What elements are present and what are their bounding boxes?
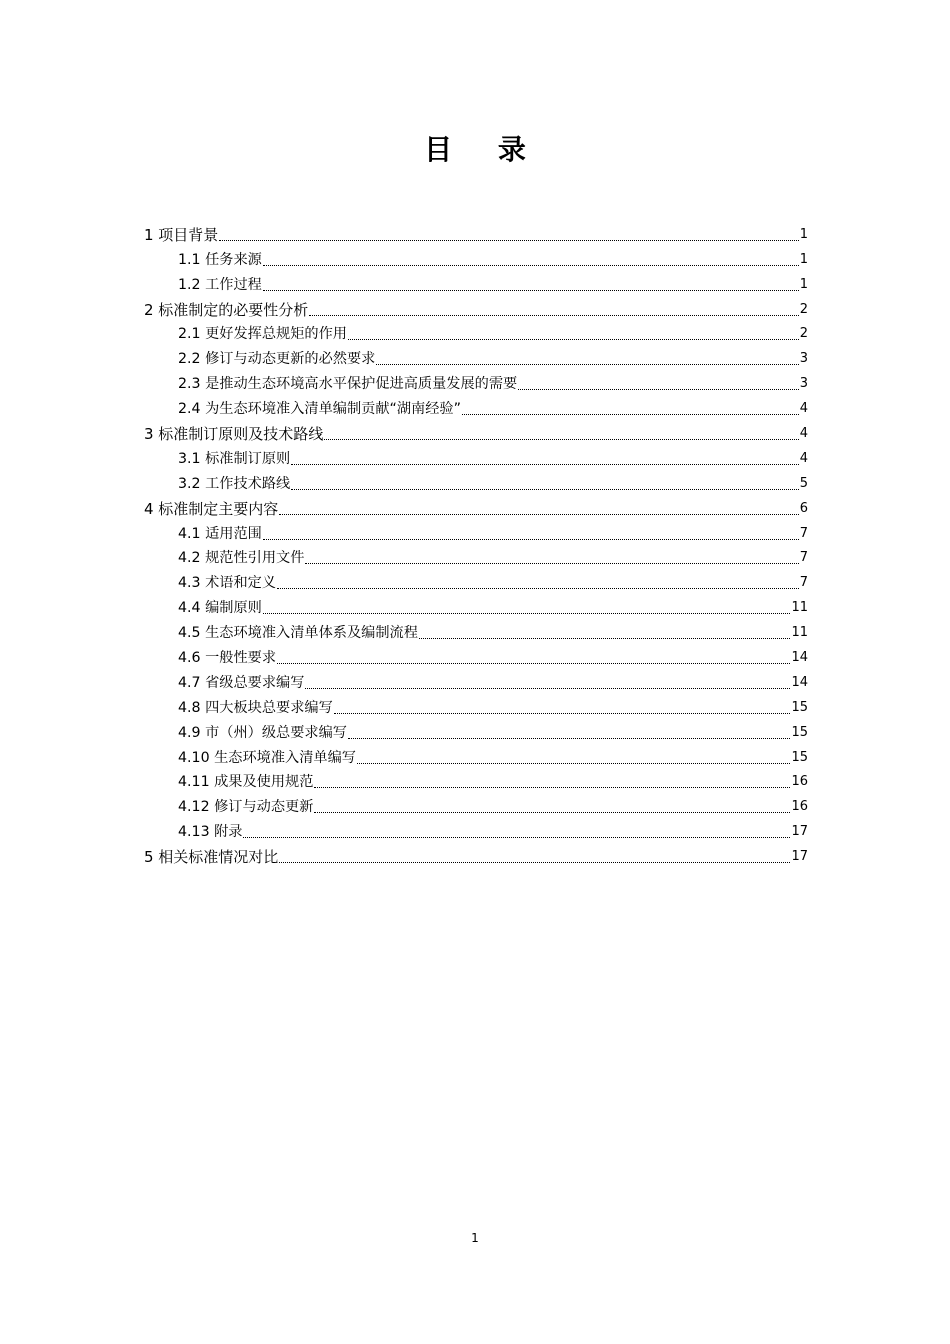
- toc-entry-chapter[interactable]: [144, 494, 808, 519]
- toc-dot-leader: [314, 812, 790, 813]
- toc-dot-leader: [462, 414, 799, 415]
- table-of-contents: [144, 220, 808, 867]
- toc-entry-label: 4.8 四大板块总要求编写: [178, 699, 333, 716]
- toc-entry-label: 2.3 是推动生态环境高水平保护促进高质量发展的需要: [178, 376, 518, 393]
- toc-entry-page-number: 7: [799, 525, 808, 541]
- toc-entry-label: 4.1 适用范围: [178, 525, 262, 542]
- toc-dot-leader: [305, 688, 790, 689]
- toc-entry-page-number: 17: [791, 824, 808, 840]
- toc-entry-page-number: 3: [799, 351, 808, 367]
- toc-entry-section[interactable]: [144, 693, 808, 718]
- toc-entry-label: 2.2 修订与动态更新的必然要求: [178, 351, 376, 368]
- toc-dot-leader: [348, 339, 799, 340]
- toc-entry-section[interactable]: [144, 768, 808, 793]
- toc-entry-label: 4.11 成果及使用规范: [178, 774, 314, 791]
- toc-dot-leader: [334, 713, 791, 714]
- toc-entry-section[interactable]: [144, 344, 808, 369]
- toc-dot-leader: [419, 638, 791, 639]
- toc-entry-page-number: 2: [799, 326, 808, 342]
- toc-entry-section[interactable]: [144, 668, 808, 693]
- toc-dot-leader: [376, 364, 798, 365]
- toc-entry-section[interactable]: [144, 394, 808, 419]
- toc-entry-section[interactable]: [144, 643, 808, 668]
- toc-entry-label: 4.13 附录: [178, 824, 243, 841]
- toc-entry-label: 4.2 规范性引用文件: [178, 550, 305, 567]
- toc-entry-label: 2.1 更好发挥总规矩的作用: [178, 326, 347, 343]
- toc-entry-page-number: 11: [791, 600, 808, 616]
- toc-entry-page-number: 2: [799, 301, 808, 317]
- toc-entry-section[interactable]: [144, 743, 808, 768]
- page-title: 目 录: [424, 133, 544, 166]
- toc-entry-section[interactable]: [144, 270, 808, 295]
- toc-dot-leader: [291, 464, 799, 465]
- toc-dot-leader: [277, 588, 799, 589]
- toc-entry-label: 4.5 生态环境准入清单体系及编制流程: [178, 625, 418, 642]
- toc-entry-section[interactable]: [144, 544, 808, 569]
- toc-entry-label: 1 项目背景: [144, 225, 219, 244]
- toc-entry-section[interactable]: [144, 469, 808, 494]
- toc-entry-page-number: 4: [799, 401, 808, 417]
- toc-entry-label: 5 相关标准情况对比: [144, 848, 279, 867]
- toc-entry-label: 4.10 生态环境准入清单编写: [178, 749, 356, 766]
- toc-entry-page-number: 15: [791, 724, 808, 740]
- toc-entry-label: 4.12 修订与动态更新: [178, 799, 314, 816]
- toc-dot-leader: [263, 539, 799, 540]
- toc-entry-section[interactable]: [144, 369, 808, 394]
- toc-entry-page-number: 4: [799, 450, 808, 466]
- toc-entry-label: 4.4 编制原则: [178, 600, 262, 617]
- toc-entry-label: 4 标准制定主要内容: [144, 499, 279, 518]
- toc-entry-page-number: 3: [799, 376, 808, 392]
- toc-entry-page-number: 7: [799, 550, 808, 566]
- toc-entry-section[interactable]: [144, 718, 808, 743]
- toc-entry-page-number: 7: [799, 575, 808, 591]
- toc-entry-label: 3 标准制订原则及技术路线: [144, 425, 324, 444]
- toc-entry-section[interactable]: [144, 519, 808, 544]
- toc-dot-leader: [324, 439, 798, 440]
- toc-dot-leader: [263, 613, 791, 614]
- toc-entry-label: 4.7 省级总要求编写: [178, 674, 305, 691]
- toc-entry-section[interactable]: [144, 568, 808, 593]
- toc-entry-chapter[interactable]: [144, 419, 808, 444]
- toc-entry-page-number: 14: [791, 674, 808, 690]
- toc-dot-leader: [279, 514, 798, 515]
- toc-entry-label: 1.2 工作过程: [178, 276, 262, 293]
- toc-entry-page-number: 15: [791, 699, 808, 715]
- toc-entry-chapter[interactable]: [144, 842, 808, 867]
- toc-entry-page-number: 1: [799, 226, 808, 242]
- toc-entry-section[interactable]: [144, 320, 808, 345]
- toc-dot-leader: [277, 663, 790, 664]
- toc-entry-section[interactable]: [144, 618, 808, 643]
- toc-dot-leader: [309, 315, 798, 316]
- toc-entry-chapter[interactable]: [144, 220, 808, 245]
- toc-dot-leader: [279, 862, 790, 863]
- toc-entry-label: 2.4 为生态环境准入清单编制贡献“湖南经验”: [178, 401, 461, 418]
- toc-entry-section[interactable]: [144, 444, 808, 469]
- toc-entry-page-number: 15: [791, 749, 808, 765]
- toc-entry-label: 4.6 一般性要求: [178, 650, 277, 667]
- toc-entry-label: 4.9 市（州）级总要求编写: [178, 724, 347, 741]
- toc-entry-section[interactable]: [144, 792, 808, 817]
- toc-entry-label: 1.1 任务来源: [178, 251, 262, 268]
- toc-entry-label: 3.1 标准制订原则: [178, 450, 291, 467]
- toc-entry-label: 3.2 工作技术路线: [178, 475, 291, 492]
- toc-dot-leader: [305, 563, 798, 564]
- toc-entry-chapter[interactable]: [144, 295, 808, 320]
- toc-entry-page-number: 1: [799, 276, 808, 292]
- toc-dot-leader: [263, 265, 799, 266]
- toc-dot-leader: [314, 787, 790, 788]
- toc-entry-label: 2 标准制定的必要性分析: [144, 300, 309, 319]
- toc-entry-page-number: 5: [799, 475, 808, 491]
- page-number: 1: [471, 1231, 479, 1245]
- toc-entry-page-number: 17: [791, 849, 808, 865]
- toc-entry-page-number: 11: [791, 625, 808, 641]
- toc-dot-leader: [291, 489, 799, 490]
- toc-entry-page-number: 6: [799, 500, 808, 516]
- toc-dot-leader: [357, 763, 790, 764]
- toc-entry-label: 4.3 术语和定义: [178, 575, 277, 592]
- toc-entry-section[interactable]: [144, 817, 808, 842]
- toc-entry-page-number: 14: [791, 650, 808, 666]
- toc-dot-leader: [518, 389, 799, 390]
- toc-entry-page-number: 4: [799, 426, 808, 442]
- toc-dot-leader: [263, 290, 799, 291]
- toc-dot-leader: [243, 837, 790, 838]
- toc-entry-page-number: 1: [799, 251, 808, 267]
- toc-dot-leader: [219, 240, 798, 241]
- toc-entry-section[interactable]: [144, 245, 808, 270]
- toc-entry-section[interactable]: [144, 593, 808, 618]
- toc-dot-leader: [348, 738, 791, 739]
- toc-entry-page-number: 16: [791, 774, 808, 790]
- toc-entry-page-number: 16: [791, 799, 808, 815]
